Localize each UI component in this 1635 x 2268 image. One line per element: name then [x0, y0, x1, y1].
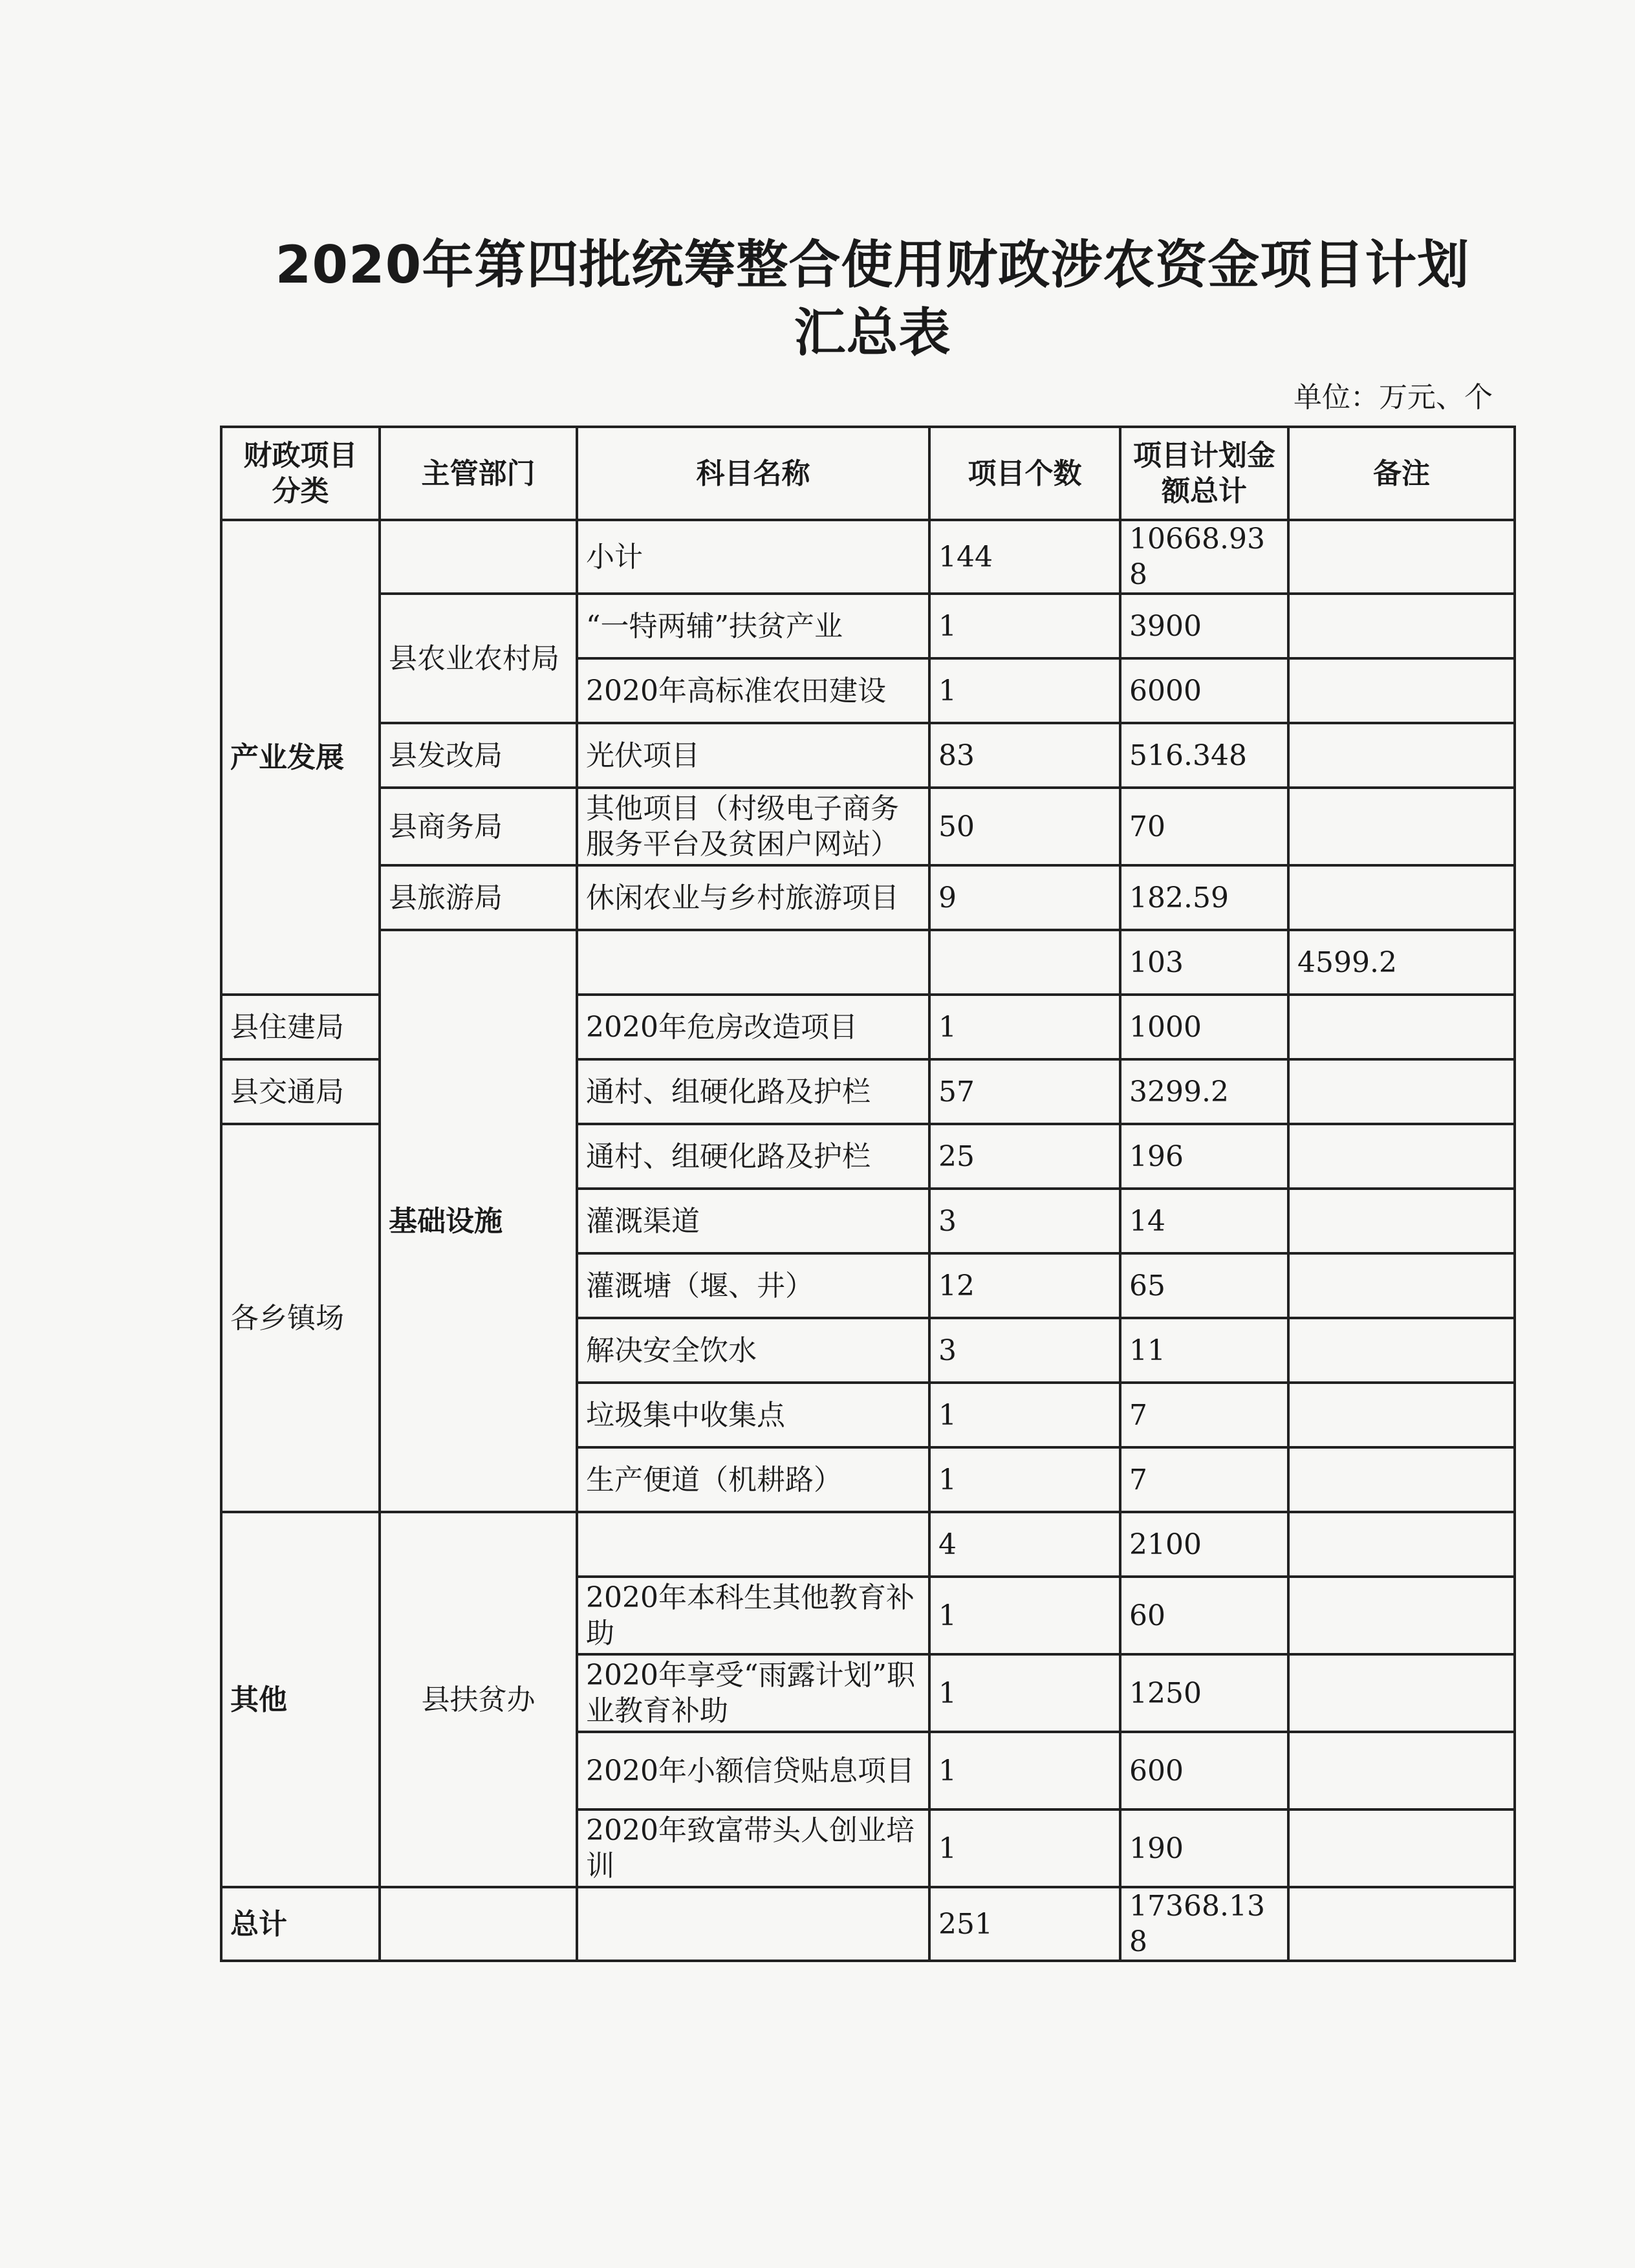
subject-cell: 光伏项目 [577, 723, 929, 788]
subject-cell: 2020年小额信贷贴息项目 [577, 1732, 929, 1809]
count-cell: 1 [929, 1447, 1120, 1512]
count-cell: 1 [929, 995, 1120, 1059]
dept-towns: 各乡镇场 [221, 1124, 380, 1512]
subtotal-count: 4 [929, 1512, 1120, 1577]
dept-agri: 县农业农村局 [380, 594, 577, 723]
subject-cell: 解决安全饮水 [577, 1318, 929, 1383]
amount-cell: 11 [1120, 1318, 1288, 1383]
dept-dev: 县发改局 [380, 723, 577, 788]
amount-cell: 70 [1120, 788, 1288, 865]
subject-cell: 灌溉渠道 [577, 1189, 929, 1253]
count-cell: 3 [929, 1318, 1120, 1383]
subtotal-amount: 4599.2 [1288, 930, 1515, 995]
summary-table [220, 426, 1516, 1962]
subject-cell: 垃圾集中收集点 [577, 1383, 929, 1447]
table-row [221, 865, 1515, 930]
amount-cell: 3299.2 [1120, 1059, 1288, 1124]
header-amount: 项目计划金额总计 [1120, 427, 1288, 520]
amount-cell: 7 [1120, 1447, 1288, 1512]
subject-cell: “一特两辅”扶贫产业 [577, 594, 929, 658]
count-cell: 1 [929, 658, 1120, 723]
count-cell: 1 [929, 1383, 1120, 1447]
subtotal-amount: 2100 [1120, 1512, 1288, 1577]
count-cell: 9 [929, 865, 1120, 930]
table-row [221, 930, 1515, 995]
subtotal-label: 小计 [577, 520, 929, 594]
amount-cell: 182.59 [1120, 865, 1288, 930]
subject-cell: 灌溉塘（堰、井） [577, 1253, 929, 1318]
table-row [221, 788, 1515, 865]
amount-cell: 516.348 [1120, 723, 1288, 788]
count-cell: 1 [929, 1809, 1120, 1887]
total-label: 总计 [221, 1887, 380, 1961]
amount-cell: 190 [1120, 1809, 1288, 1887]
subject-cell: 2020年享受“雨露计划”职业教育补助 [577, 1654, 929, 1732]
amount-cell: 600 [1120, 1732, 1288, 1809]
subject-cell: 2020年本科生其他教育补助 [577, 1577, 929, 1654]
amount-cell: 7 [1120, 1383, 1288, 1447]
count-cell: 1 [929, 1577, 1120, 1654]
total-count: 251 [929, 1887, 1120, 1961]
dept-commerce: 县商务局 [380, 788, 577, 865]
subject-cell: 通村、组硬化路及护栏 [577, 1059, 929, 1124]
subject-cell: 休闲农业与乡村旅游项目 [577, 865, 929, 930]
header-subject: 科目名称 [577, 427, 929, 520]
count-cell: 3 [929, 1189, 1120, 1253]
amount-cell: 60 [1120, 1577, 1288, 1654]
total-row [221, 1887, 1515, 1961]
amount-cell: 3900 [1120, 594, 1288, 658]
subject-cell: 2020年危房改造项目 [577, 995, 929, 1059]
dept-tourism: 县旅游局 [380, 865, 577, 930]
header-count: 项目个数 [929, 427, 1120, 520]
header-department: 主管部门 [380, 427, 577, 520]
amount-cell: 14 [1120, 1189, 1288, 1253]
table-row [221, 723, 1515, 788]
table-row [221, 594, 1515, 658]
header-category: 财政项目分类 [221, 427, 380, 520]
subject-cell: 生产便道（机耕路） [577, 1447, 929, 1512]
total-amount: 17368.138 [1120, 1887, 1288, 1961]
dept-transport: 县交通局 [221, 1059, 380, 1124]
table-header-row [221, 427, 1515, 520]
amount-cell: 1250 [1120, 1654, 1288, 1732]
table-row [221, 1512, 1515, 1577]
count-cell: 57 [929, 1059, 1120, 1124]
amount-cell: 6000 [1120, 658, 1288, 723]
subtotal-count: 103 [1120, 930, 1288, 995]
amount-cell: 65 [1120, 1253, 1288, 1318]
header-remark: 备注 [1288, 427, 1515, 520]
page-title: 2020年第四批统筹整合使用财政涉农资金项目计划 [275, 235, 1470, 295]
category-infra: 基础设施 [380, 930, 577, 1512]
count-cell: 1 [929, 1732, 1120, 1809]
amount-cell: 1000 [1120, 995, 1288, 1059]
count-cell: 1 [929, 594, 1120, 658]
table-row [221, 520, 1515, 594]
subtotal-count: 144 [929, 520, 1120, 594]
count-cell: 83 [929, 723, 1120, 788]
subtotal-amount: 10668.938 [1120, 520, 1288, 594]
count-cell: 1 [929, 1654, 1120, 1732]
unit-label: 单位：万元、个 [1294, 381, 1493, 414]
page-subtitle: 汇总表 [794, 303, 951, 363]
count-cell: 12 [929, 1253, 1120, 1318]
dept-housing: 县住建局 [221, 995, 380, 1059]
count-cell: 50 [929, 788, 1120, 865]
category-other: 其他 [221, 1512, 380, 1887]
amount-cell: 196 [1120, 1124, 1288, 1189]
count-cell: 25 [929, 1124, 1120, 1189]
category-industry: 产业发展 [221, 520, 380, 995]
subject-cell: 其他项目（村级电子商务服务平台及贫困户网站） [577, 788, 929, 865]
subject-cell: 通村、组硬化路及护栏 [577, 1124, 929, 1189]
subject-cell: 2020年高标准农田建设 [577, 658, 929, 723]
dept-poverty: 县扶贫办 [380, 1512, 577, 1887]
subject-cell: 2020年致富带头人创业培训 [577, 1809, 929, 1887]
